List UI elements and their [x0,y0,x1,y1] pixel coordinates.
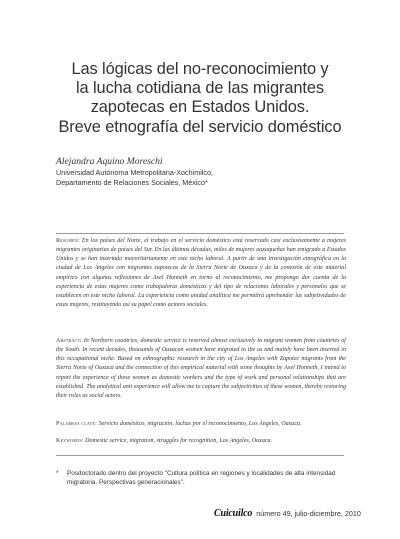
keywords-label: Keywords: [56,438,84,444]
abstract-spanish [56,237,346,310]
keywords-text: Servicio doméstico, migración, luchas por el reconocimiento, Los Ángeles, Oaxaca. [98,421,302,427]
keywords-spanish [56,420,346,429]
abstract-english [56,337,346,401]
title-line: Breve etnografía del servicio doméstico [58,117,342,136]
author-name: Alejandra Aquino Moreschi [56,156,163,167]
title-line: la lucha cotidiana de las migrantes [76,79,324,98]
abstract-text: En los países del Norte, el trabajo en el servicio doméstico está reservado casi exclusivamente a mujeres migrantes originarias de países del Sur. En las últimas décadas, miles de mujeres oaxaqueñas han emigrado a Estados Unidos y se han insertado mayoritariamente en este nicho laboral. A partir de una investigación etnográfica en la ciudad de Los Ángeles con migrantes zapotecas de la Sierra Norte de Oaxaca y de la conexión de este material empírico con algunas reflexiones de Axel Honneth en torno al reconocimiento, me propongo dar cuenta de la experiencia de estas mujeres como trabajadoras domésticas y del tipo de relaciones laborales y personales que se establecen en este nicho laboral. La experiencia como unidad analítica me permitirá aprehender las subjetividades de estas mujeres, restituyendo así su papel como actores sociales. [56,238,346,309]
abstract-top-rule [56,233,344,234]
keywords-text: Domestic service, migration, struggles for recognition, Los Angeles, Oaxaca. [85,438,273,444]
page-footer [214,508,361,519]
title-line: Las lógicas del no-reconocimiento y [71,60,329,78]
issue-info: número 49, julio-diciembre, 2010 [256,509,361,518]
affiliation-line: Departamento de Relaciones Sociales, México* [56,178,208,187]
footnote-mark: * [56,470,59,477]
keywords-english [56,437,346,446]
author-affiliation [56,168,213,188]
abstract-bottom-rule [56,455,344,456]
journal-logo: Cuicuilco [214,508,253,519]
affiliation-line: Universidad Autónoma Metropolitana-Xochimilco, [56,168,214,177]
article-title [40,60,360,137]
footnote-text: Posdoctorado dentro del proyecto "Cultura política en regiones y localidades de alta intensidad migratoria. Perspectivas generacionales". [67,470,336,487]
abstract-text: In Northern countries, domestic service is reserved almost exclusively to migrant women from countries of the South. In recent decades, thousands of Oaxacan women have migrated to the us and mainly have been inserted in this occupational niche. Based on ethnographic research in the city of Los Angeles with Zapotec migrants from the Sierra Norte of Oaxaca and the connection of this empirical material with some thoughts by Axel Honneth, I intend to report the experience of these women as domestic workers and the type of work and personal relationships that are established. The analytical unit experience will allow me to capture the subjectivities of these women, thereby restoring their roles as social actors. [56,338,346,399]
keywords-label: Palabras clave: [56,421,98,427]
abstract-label: Abstract: [56,338,82,344]
title-line: zapotecas en Estados Unidos. [90,98,310,117]
abstract-label: Resumen: [56,238,80,244]
